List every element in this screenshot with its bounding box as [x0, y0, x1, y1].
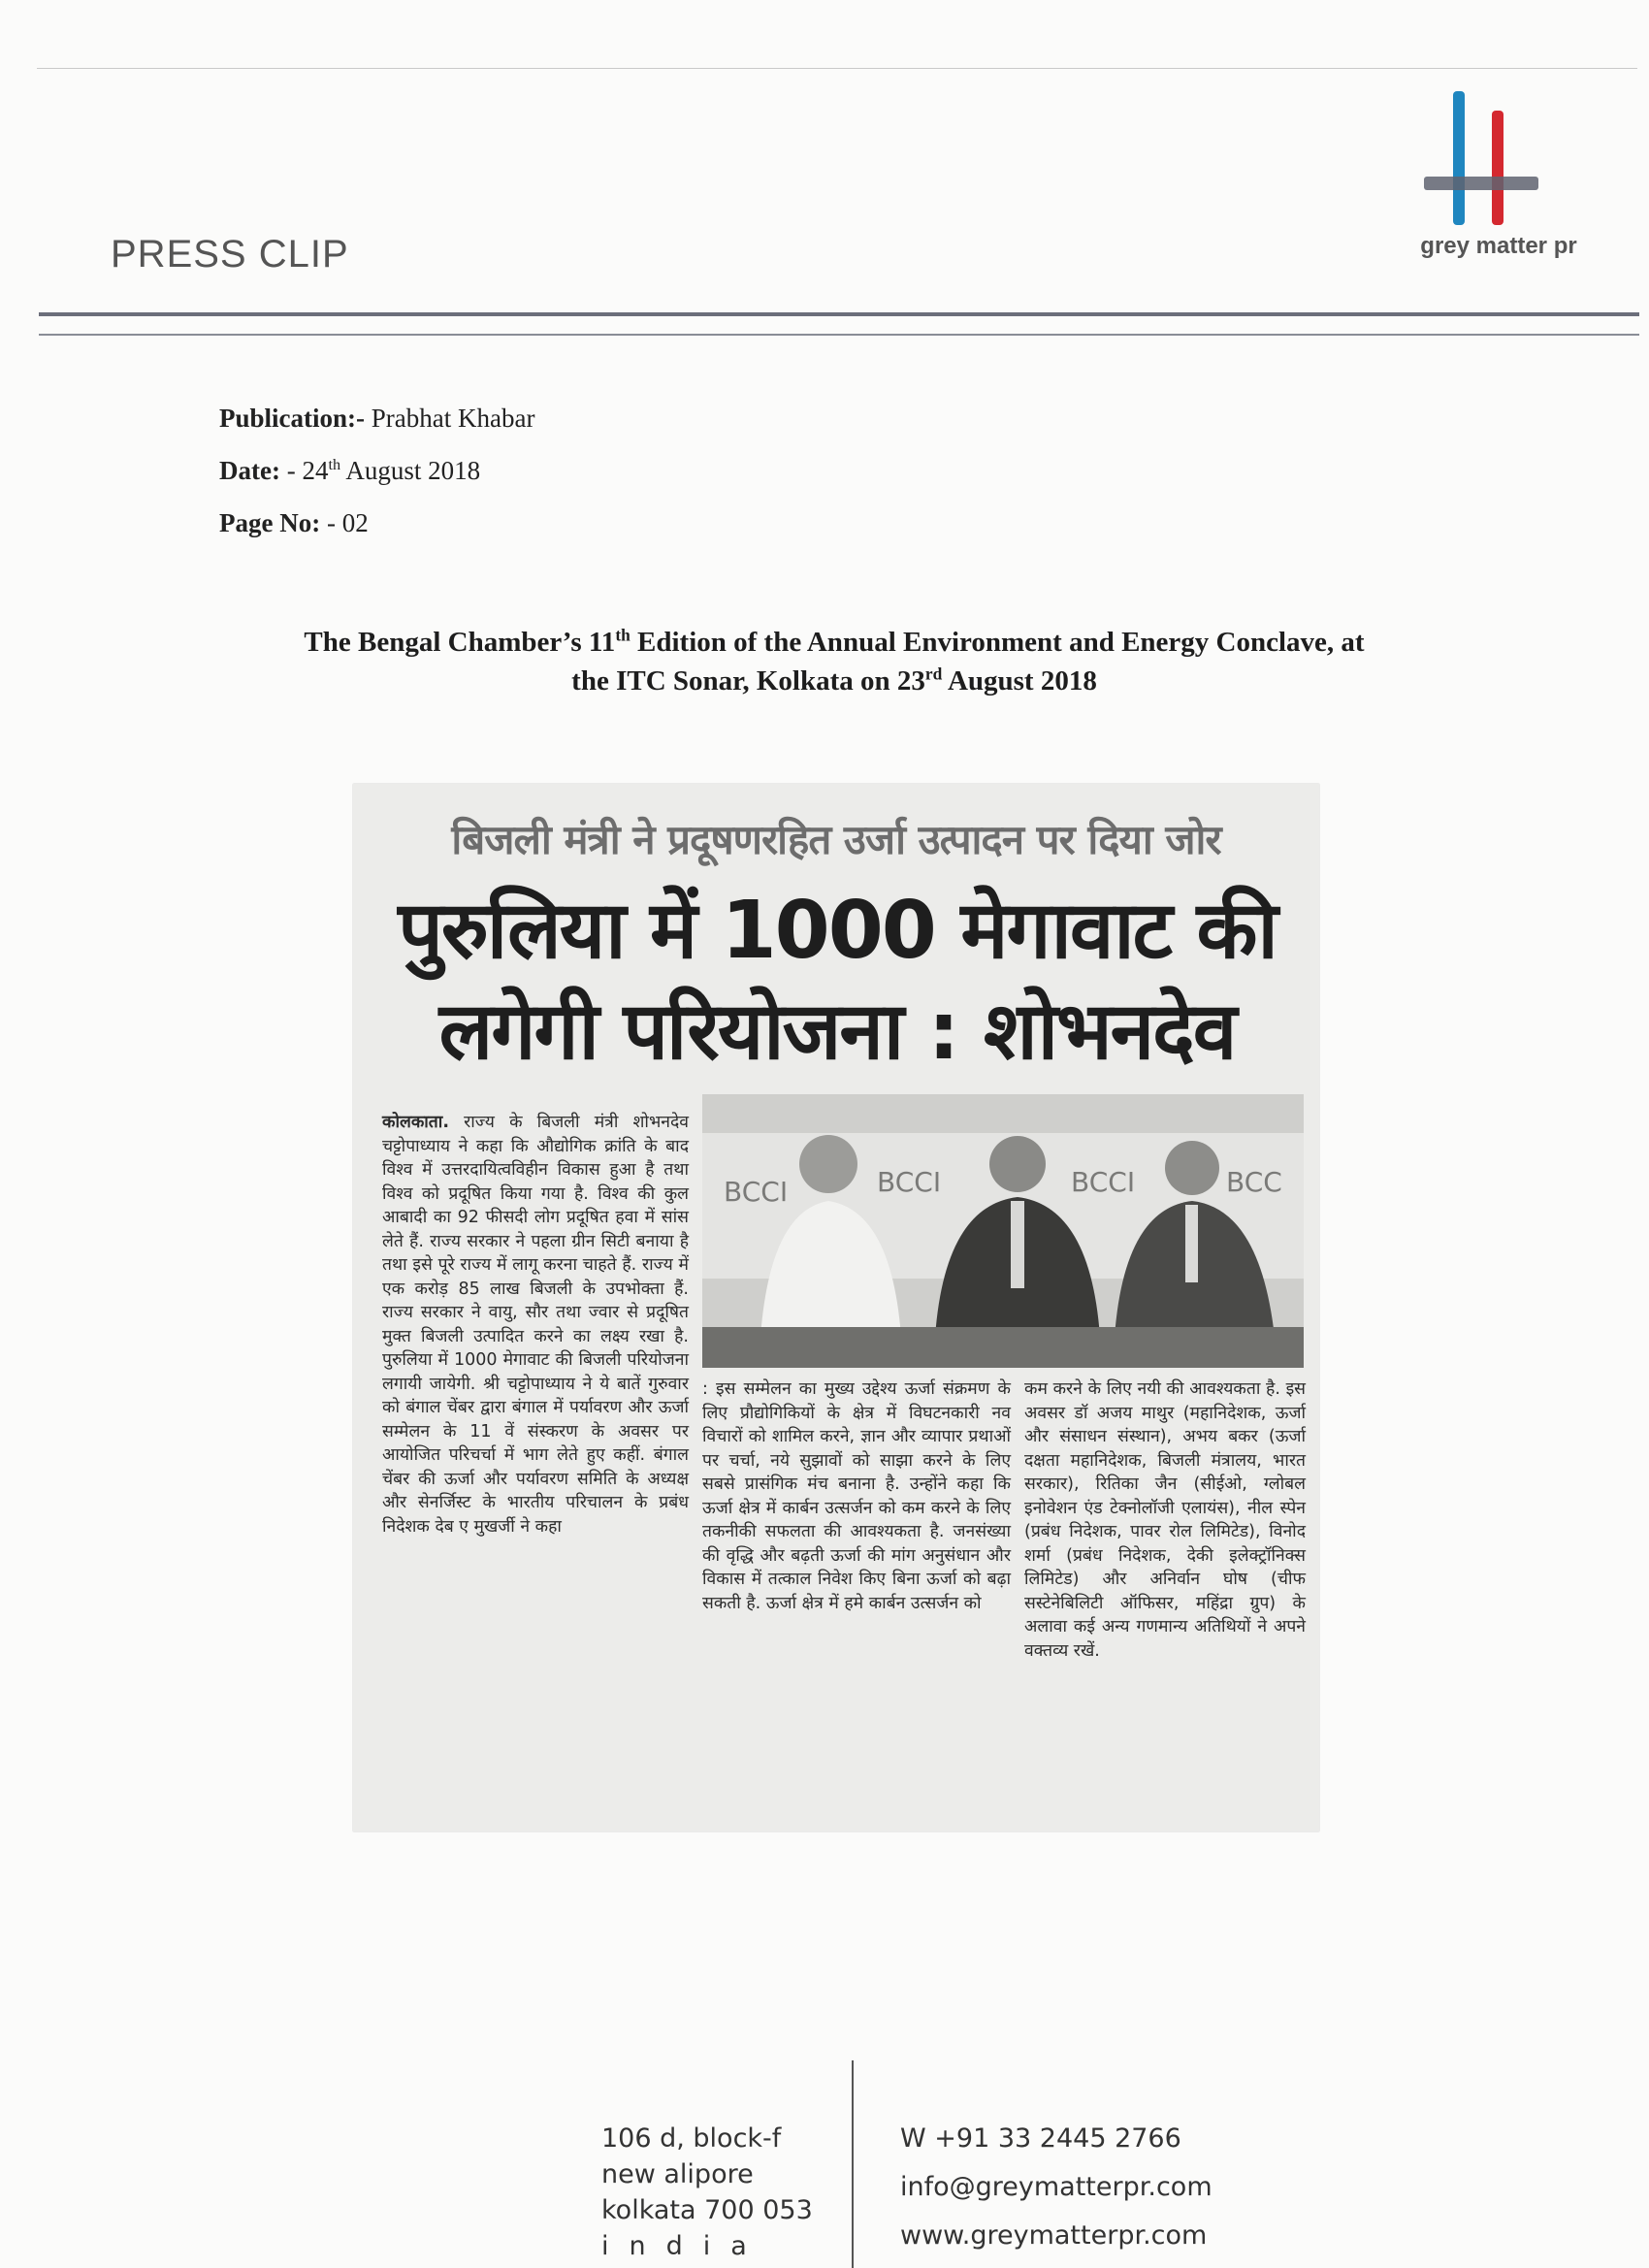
- address-line-1: 106 d, block-f: [601, 2123, 782, 2154]
- newspaper-clipping: [353, 784, 1319, 1831]
- clipping-kicker: बिजली मंत्री ने प्रदूषणरहित उर्जा उत्पादन पर दिया जोर: [451, 816, 1221, 863]
- headline-line-1: पुरुलिया में 1000 मेगावाट की: [398, 885, 1277, 977]
- article-column-2: : इस सम्मेलन का मुख्य उद्देश्य ऊर्जा संक्रमण के लिए प्रौद्योगिकियों के क्षेत्र में विघटनकारी नव विचारों को शामिल करने, ज्ञान और व्यापार प्रथाओं पर चर्चा, नये सुझावों को साझा करने के लिए सबसे प्रासंगिक मंच बनाना है. उन्होंने कहा कि ऊर्जा क्षेत्र में कार्बन उत्सर्जन को कम करने के लिए तकनीकी सफलता की आवश्यकता है. जनसंख्या की वृद्धि और बढ़ती ऊर्जा की मांग अनुसंधान और विकास में तत्काल निवेश किए बिना ऊर्जा को बढ़ा सकती है. ऊर्जा क्षेत्र में हमे कार्बन उत्सर्जन को: [702, 1379, 1011, 1613]
- footer-contact: [900, 2115, 1212, 2260]
- footer-address: [601, 2121, 813, 2264]
- publication-value: Prabhat Khabar: [371, 404, 535, 433]
- date-label: Date:: [219, 456, 280, 485]
- date-rest: August 2018: [340, 456, 481, 485]
- panel-photo-image: [702, 1094, 1304, 1368]
- page-edge-line: [37, 68, 1637, 69]
- press-clip-title: PRESS CLIP: [111, 233, 349, 275]
- caption-line2-a: the ITC Sonar, Kolkata on 23: [571, 665, 925, 697]
- address-line-4: india: [601, 2231, 767, 2261]
- header-rule-thin: [39, 334, 1639, 336]
- address-line-3: kolkata 700 053: [601, 2195, 813, 2225]
- event-caption: [155, 623, 1513, 700]
- caption-line1-a: The Bengal Chamber’s 11: [304, 627, 616, 658]
- publication-line: [219, 404, 534, 434]
- date-line: [219, 456, 480, 486]
- article-column-1: [382, 1111, 689, 1539]
- article-column-3: कम करने के लिए नयी की आवश्यकता है. इस अवसर डॉ अजय माथुर (महानिदेशक, ऊर्जा और संसाधन संस्थान), अभय बकर (ऊर्जा दक्षता महानिदेशक, बिजली मंत्रालय, भारत सरकार), रितिका जैन (सीईओ, ग्लोबल इनोवेशन एंड टेक्नोलॉजी एलायंस), नील स्पेन (प्रबंध निदेशक, पावर रोल लिमिटेड), विनोद शर्मा (प्रबंध निदेशक, देकी इलेक्ट्रॉनिक्स लिमिटेड) और अनिर्वान घोष (चीफ सस्टेनेबिलिटी ऑफिसर, महिंद्रा ग्रुप) के अलावा कई अन्य गणमान्य अतिथियों ने अपने वक्तव्य रखें.: [1024, 1379, 1306, 1661]
- logo-bars-icon: [1416, 87, 1542, 233]
- caption-line2-b: August 2018: [942, 665, 1097, 697]
- svg-text:BCCI: BCCI: [877, 1166, 942, 1198]
- date-prefix: - 24: [286, 456, 329, 485]
- caption-line-2: [155, 662, 1513, 700]
- publication-label: Publication:-: [219, 404, 366, 433]
- dateline: कोलकाता.: [382, 1113, 449, 1132]
- event-photo: [702, 1094, 1304, 1368]
- svg-text:BCC: BCC: [1226, 1166, 1282, 1198]
- caption-line-1: [155, 623, 1513, 662]
- caption-line2-sup: rd: [924, 664, 943, 684]
- clipping-headline: [367, 881, 1308, 1083]
- column-1-text: राज्य के बिजली मंत्री शोभनदेव चट्टोपाध्याय ने कहा कि औद्योगिक क्रांति के बाद विश्व में उत्तरदायित्वविहीन विकास हुआ है तथा विश्व को प्रदूषित किया गया है. विश्व की कुल आबादी का 92 फीसदी लोग प्रदूषित हवा में सांस लेते हैं. राज्य सरकार ने पहला ग्रीन सिटी बनाया है तथा इसे पूरे राज्य में लागू करना चाहते हैं. राज्य में एक करोड़ 85 लाख बिजली के उपभोक्ता हैं. राज्य सरकार ने वायु, सौर तथा ज्वार से प्रदूषित मुक्त बिजली उत्पादित करने का लक्ष्य रखा है. पुरुलिया में 1000 मेगावाट की बिजली परियोजना लगायी जायेगी. श्री चट्टोपाध्याय ने ये बातें गुरुवार को बंगाल चेंबर द्वारा बंगाल में पर्यावरण और ऊर्जा सम्मेलन के 11 वें संस्करण के अवसर पर आयोजित परिचर्चा में भाग लेते हुए कहीं. बंगाल चेंबर की ऊर्जा और पर्यावरण समिति के अध्यक्ष और सेनर्जिस्ट के भारतीय परिचालन के प्रबंध निदेशक देब ए मुखर्जी ने कहा: [382, 1113, 689, 1537]
- logo-text: grey matter pr: [1420, 233, 1577, 259]
- page-no-line: [219, 508, 369, 538]
- address-line-2: new alipore: [601, 2159, 754, 2189]
- page-no-value: - 02: [326, 508, 369, 537]
- page-no-label: Page No:: [219, 508, 321, 537]
- website-link[interactable]: www.greymatterpr.com: [900, 2220, 1208, 2251]
- phone-number: W +91 33 2445 2766: [900, 2123, 1181, 2154]
- caption-line1-sup: th: [615, 625, 630, 645]
- svg-text:BCCI: BCCI: [1071, 1166, 1136, 1198]
- headline-line-2: लगेगी परियोजना : शोभनदेव: [438, 986, 1236, 1078]
- footer-divider: [852, 2060, 854, 2268]
- header-rule-thick: [39, 312, 1639, 316]
- email-link[interactable]: info@greymatterpr.com: [900, 2172, 1212, 2202]
- grey-matter-logo: [1406, 87, 1591, 262]
- date-sup: th: [328, 456, 341, 473]
- backdrop-text: BCCI: [724, 1176, 789, 1208]
- caption-line1-b: Edition of the Annual Environment and Energy Conclave, at: [630, 627, 1365, 658]
